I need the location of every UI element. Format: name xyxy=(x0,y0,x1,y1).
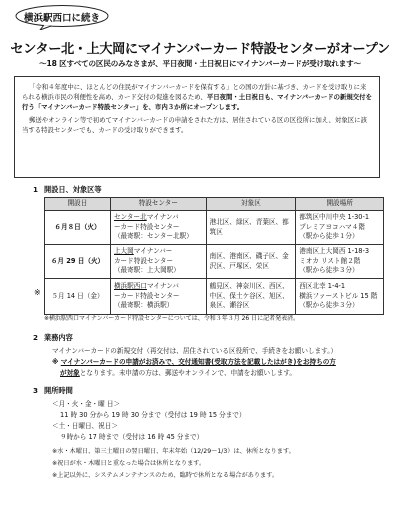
open-date: ５月 14 日（金） xyxy=(45,279,111,315)
table-footnote: ※横浜駅西口マイナンバーカード特設センターについては、令和３年３月 26 日に記者発表済。 xyxy=(44,315,300,322)
section-number: 1 xyxy=(32,185,38,194)
intro-emphasis: 土日祝日も、マイナンバーカードの新規交付を行う「マイナンバーカード特設センター」を、市内 xyxy=(22,93,372,112)
location-walk-time: （駅から徒歩１分） xyxy=(299,232,359,241)
center-name-line: ーカード特設センター xyxy=(113,291,180,300)
weekday-hours: 11 時 30 分から 19 時 30 分まで（受付は 19 時 15 分まで） xyxy=(60,411,246,419)
note-marker: ※ xyxy=(52,358,61,366)
location-building: プレミアヨコハマ４階 xyxy=(299,222,365,231)
center-name: 上大岡 xyxy=(113,247,134,256)
page-subtitle: ～18 区すべての区民のみなさまが、平日夜間・土日祝日にマイナンバーカードが受け取れます～ xyxy=(39,59,361,68)
center-cell xyxy=(110,211,206,245)
center-table xyxy=(44,197,384,315)
location-address: 港南区上大岡西 1-18-3 xyxy=(299,247,370,256)
holiday-hours: ９時から 17 時まで（受付は 16 時 45 分まで） xyxy=(60,433,204,441)
center-cell xyxy=(110,245,206,279)
service-description: マイナンバーカードの新規交付（再交付は、居住されている区役所で、手続きをお願いします。） xyxy=(52,347,338,355)
service-note-emphasis: が対象 xyxy=(60,369,80,377)
table-header: 対象区 xyxy=(206,198,296,211)
service-note-line-1 xyxy=(52,356,336,366)
intro-text: カードを受け取りに来られる横浜市民の利便性を高め、カード交付の促進を図るため、 xyxy=(22,83,367,102)
table-row xyxy=(45,245,384,279)
center-name-line: カード特設センター xyxy=(113,256,174,265)
section-2-heading xyxy=(22,333,73,343)
open-date: ６月８日（火） xyxy=(45,211,111,245)
intro-text: 所に加え、対象区に該当する特設センターでも、カードの受け取りができます。 xyxy=(22,115,367,134)
closure-note-3: ※上記以外に、システムメンテナンスのため、臨時で休所となる場合があります。 xyxy=(52,472,279,479)
service-note-emphasis: マイナンバーカードの申請がお済みで、交付通知書(受取方法を記載したはがき)をお持ちの方 xyxy=(60,358,336,366)
location-walk-time: （駅から徒歩３分） xyxy=(299,301,359,310)
location-cell xyxy=(296,279,384,315)
center-name-suffix: マイナンバー xyxy=(133,247,173,256)
target-wards: 港北区、緑区、青葉区、都筑区 xyxy=(206,211,296,245)
intro-text: 郵送やオンライン等で初めてマイナンバーカードの申請をされた方は、居住されている区の区役 xyxy=(29,115,303,124)
intro-paragraph-2 xyxy=(22,115,372,135)
table-header: 開設日 xyxy=(45,198,111,211)
callout-bubble xyxy=(14,4,110,30)
section-3-heading xyxy=(22,386,73,396)
intro-emphasis: ３か所にオープンします。 xyxy=(167,103,244,112)
center-cell xyxy=(110,279,206,315)
center-name: センター北 xyxy=(113,213,147,222)
intro-text: 「令和４年度中に、ほとんどの住民がマイナンバーカードを保有する」との国の方針に基づき、 xyxy=(29,83,303,91)
section-number: 2 xyxy=(32,333,38,342)
nearest-station: （最寄駅：上大岡駅） xyxy=(113,266,180,275)
intro-paragraph-1 xyxy=(22,82,372,113)
location-cell xyxy=(296,211,384,245)
section-number: 3 xyxy=(32,386,38,395)
center-name: 横浜駅西口 xyxy=(113,282,147,291)
target-wards: 鶴見区、神奈川区、西区、中区、保土ケ谷区、旭区、泉区、瀬谷区 xyxy=(206,279,296,315)
holiday-label: ＜土・日曜日、祝日＞ xyxy=(52,422,118,430)
table-row xyxy=(45,211,384,245)
open-date: ６月 29 日（火） xyxy=(45,245,111,279)
location-address: 西区北幸 1-4-1 xyxy=(299,282,346,291)
table-header: 開設場所 xyxy=(296,198,384,211)
closure-note-2: ※祝日が水・木曜日と重なった場合は休所となります。 xyxy=(52,460,206,467)
location-address: 都筑区中川中央 1-30-1 xyxy=(299,213,370,222)
nearest-station: （最寄駅：センター北駅） xyxy=(113,232,193,241)
nearest-station: （最寄駅：横浜駅） xyxy=(113,301,174,310)
callout-text: 横浜駅西口に続き xyxy=(23,13,100,24)
location-building: ミオカ リスト館２階 xyxy=(299,256,361,265)
target-wards: 南区、港南区、磯子区、金沢区、戸塚区、栄区 xyxy=(206,245,296,279)
section-1-heading xyxy=(22,185,102,195)
table-header: 特設センター xyxy=(110,198,206,211)
page-title: センター北・上大岡にマイナンバーカード特設センターがオープン xyxy=(10,42,390,57)
center-name-suffix: マイナンバ xyxy=(146,213,179,222)
intro-box xyxy=(14,76,380,178)
row-note-marker: ※ xyxy=(34,288,41,297)
table-row xyxy=(45,279,384,315)
location-cell xyxy=(296,245,384,279)
section-title: 開所時間 xyxy=(44,386,73,395)
center-name-suffix: マイナンバ xyxy=(146,282,179,291)
center-name-line: ーカード特設センター xyxy=(113,222,180,231)
section-title: 開設日、対象区等 xyxy=(44,185,102,194)
intro-emphasis: 平日夜間・ xyxy=(206,93,239,102)
service-note-line-2 xyxy=(60,367,296,377)
section-title: 業務内容 xyxy=(44,333,73,342)
closure-note-1: ※水・木曜日、第三土曜日の翌日曜日、年末年始（12/29～1/3）は、休所となります。 xyxy=(52,448,295,455)
service-note-text: となります。未申請の方は、郵送やオンラインで、申請をお願いします。 xyxy=(79,369,296,377)
location-building: 横浜ファーストビル 15 階 xyxy=(299,291,378,300)
location-walk-time: （駅から徒歩３分） xyxy=(299,266,359,275)
table-header-row xyxy=(45,198,384,211)
weekday-label: ＜月・火・金・曜 日＞ xyxy=(52,400,121,408)
